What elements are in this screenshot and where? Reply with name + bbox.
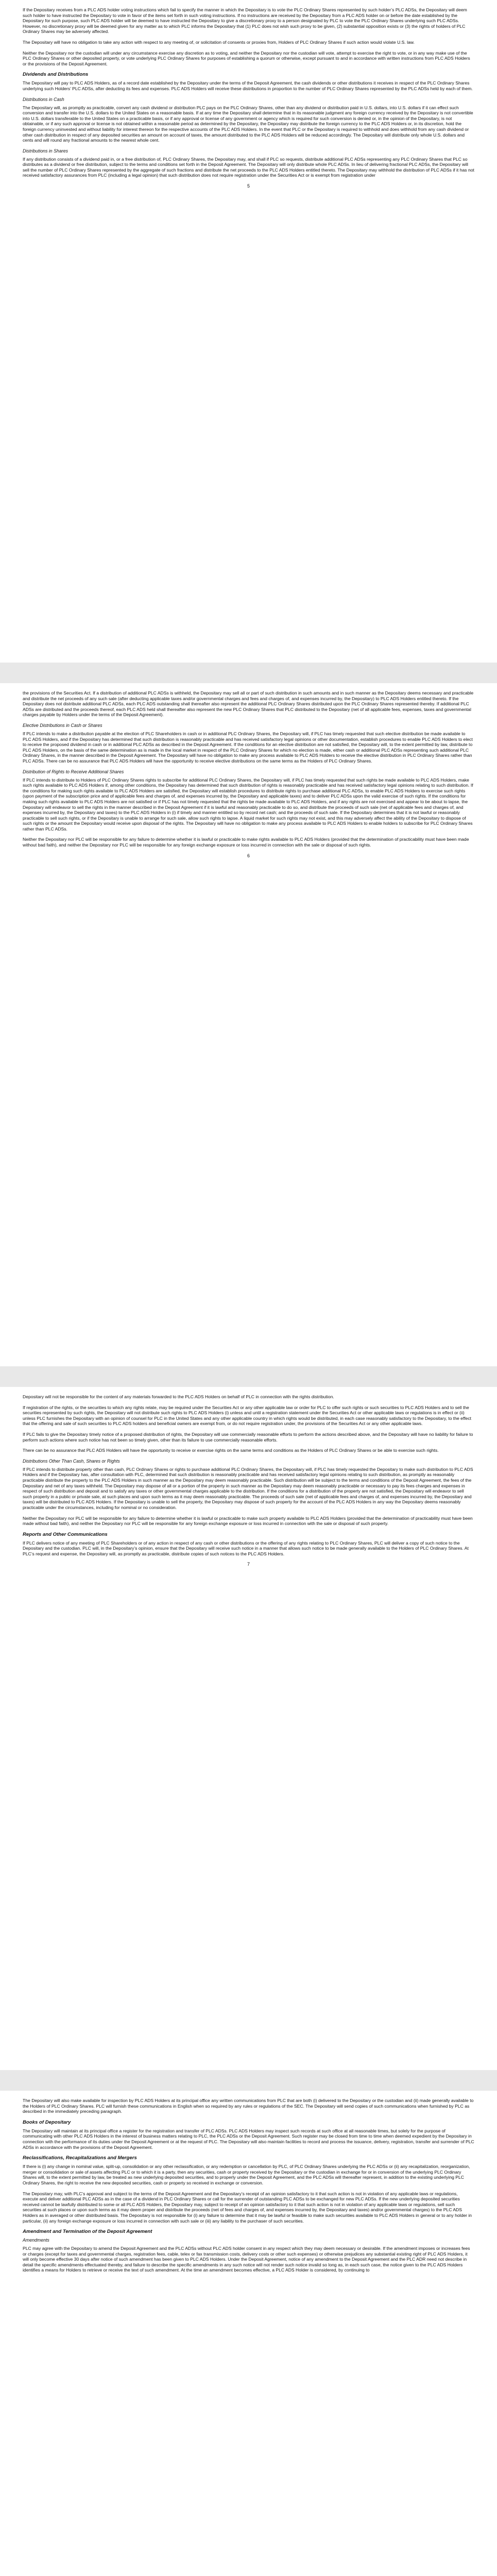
subsection-heading: Elective Distributions in Cash or Shares	[23, 722, 102, 728]
section-heading: Dividends and Distributions	[23, 72, 89, 78]
page-separator	[0, 2070, 497, 2091]
paragraph: If PLC intends to distribute property other than cash, PLC Ordinary Shares or rights to purchase additional PLC Ordinary Shares, the Depositary will, if PLC has timely requested the Depositary to make such distribution to PLC ADS Holders and if the Depositary has, after consultation with PLC, determined that such distribution is reasonably practicable and has received satisfactory legal opinions relating to such distribution, as promptly as reasonably practicable distribute the property to the PLC ADS Holders in such manner as the Depositary may deem reasonably practicable. Such distribution will be subject to the terms and conditions of the Deposit Agreement, the fees of the Depositary and net of any taxes withheld. The Depositary may dispose of all or a portion of the property in such manner as the Depositary may deem reasonably practicable or necessary to pay its fees charges and expenses in respect of such distribution and deposit and to satisfy any taxes or other governmental charges applicable to the distribution. If the conditions for a distribution of the property are not satisfied, the Depositary will endeavor to sell such property in a public or private sale, at such places and upon such terms as it may deem reasonably practicable. The proceeds of such sale (net of applicable fees and charges of, and expenses incurred by, the Depositary and taxes) will be distributed to PLC ADS Holders. If the Depositary is unable to sell the property, the Depositary may dispose of such property for the account of the PLC ADS Holders in any way the Depositary deems reasonably practicable under the circumstances, including for nominal or no consideration.	[23, 1466, 473, 1510]
subsection-heading: Distributions Other Than Cash, Shares or Rights	[23, 1458, 120, 1464]
paragraph: If registration of the rights, or the securities to which any rights relate, may be required under the Securities Act or any other applicable law or order for PLC to offer such rights or such securities to PLC ADS Holders and to sell the securities represented by such rights, the Depositary will not distribute such rights to PLC ADS Holders (i) unless and until a registration statement under the Securities Act or other applicable laws or regulations is in effect or (ii) unless PLC furnishes the Depositary with an opinion of counsel for PLC in the United States and any other applicable country in which rights would be distributed, in each case reasonably satisfactory to the Depositary, to the effect that the offering and sale of such securities to PLC ADS holders and beneficial owners are exempt from, or do not require registration under, the provisions of the Securities Act or any other applicable laws.	[23, 1404, 472, 1427]
paragraph: Neither the Depositary nor PLC will be responsible for any failure to determine whether it is lawful or practicable to make rights available to PLC ADS Holders (provided that the determination of practicability must have been made without bad faith), and neither the Depositary nor PLC will be responsible for any foreign exchange exposure or loss incurred in connection with the sale or disposal of such rights.	[23, 837, 469, 848]
page-number: 6	[247, 853, 250, 858]
paragraph: If there is (i) any change in nominal value, split-up, consolidation or any other reclassification, or any redemption or cancellation by PLC, of PLC Ordinary Shares underlying the PLC ADSs or (ii) any recapitalization, reorganization, merger or consolidation or sale of assets affecting PLC or to which it is a party, then any securities, cash or property received by the Depositary or the custodian in exchange for or in conversion of the underlying PLC Ordinary Shares will, to the extent permitted by law, be treated as new underlying deposited securities, and to properly under the Deposit Agreement, and the PLC ADSs will thereafter represent, in addition to the existing underlying PLC Ordinary Shares, the right to receive the new deposited securities, cash or property so received in exchange or conversion.	[23, 2164, 470, 2185]
paragraph: PLC may agree with the Depositary to amend the Deposit Agreement and the PLC ADSs without PLC ADS holder consent in any respect which they may deem necessary or desirable. If the amendment imposes or increases fees or charges (except for taxes and governmental charges, registration fees, cable, telex or fax transmission costs, delivery costs or other such expenses) or otherwise prejudices any substantial existing right of PLC ADS Holders, it will only become effective 30 days after notice of such amendment has been given to PLC ADS Holders. Under the Deposit Agreement, notice of any amendment to the Deposit Agreement and the PLC ADR need not describe in detail the specific amendments effectuated thereby, and failure to describe the specific amendments in any such notice will not render such notice invalid so long as, in each such case, the notice given to the PLC ADS Holders identifies a means for Holders to retrieve or receive the text of such amendment. At the time an amendment becomes effective, a PLC ADS Holder is considered, by continuing to	[23, 2246, 470, 2273]
paragraph: If PLC fails to give the Depositary timely notice of a proposed distribution of rights, the Depositary will use commercially reasonable efforts to perform the actions described above, and the Depositary will have no liability for failure to perform such actions where such notice has not been so timely given, other than its failure to use commercially reasonable efforts.	[23, 1431, 473, 1443]
section-heading: Books of Depositary	[23, 2119, 71, 2125]
document-page-8	[0, 2091, 497, 2576]
section-heading: Reclassifications, Recapitalizations and Mergers	[23, 2155, 137, 2161]
paragraph: If any distribution consists of a dividend paid in, or a free distribution of, PLC Ordinary Shares, the Depositary may, and shall if PLC so requests, distribute additional PLC ADSs representing any PLC Ordinary Shares that PLC so distributes as a dividend or free distribution, subject to the terms and conditions set forth in the Deposit Agreement. The Depositary will only distribute whole PLC ADSs. In lieu of delivering fractional PLC ADSs, the Depositary will sell the number of PLC Ordinary Shares represented by the aggregate of such fractions and distribute the net proceeds to the PLC ADS Holders entitled thereto. The Depositary may withhold the distribution of PLC ADSs if it has not received satisfactory assurances from PLC (including a legal opinion) that such distribution does not require registration under the Securities Act or is exempt from registration under	[23, 156, 474, 178]
page-separator	[0, 1366, 497, 1387]
page-separator	[0, 663, 497, 683]
paragraph: The Depositary will pay to PLC ADS Holders, as of a record date established by the Depositary under the terms of the Deposit Agreement, the cash dividends or other distributions it receives in respect of the PLC Ordinary Shares underlying such Holders’ PLC ADSs, after deducting its fees and expenses. PLC ADS Holders will receive these distributions in proportion to the number of PLC Ordinary Shares represented by the PLC ADSs held by each of them.	[23, 80, 473, 91]
paragraph: the provisions of the Securities Act. If a distribution of additional PLC ADSs is withheld, the Depositary may sell all or part of such distribution in such amounts and in such manner as the Depositary deems necessary and practicable and distribute the net proceeds of any such sale (after deducting applicable taxes and/or governmental charges and fees and charges of, and expenses incurred by, the Depositary) to PLC ADS Holders entitled thereto. If the Depositary does not distribute additional PLC ADSs, each PLC ADS outstanding shall thereafter also represent the additional PLC Ordinary Shares distributed upon the PLC Ordinary Shares represented thereby. If additional PLC ADSs are distributed and the proceeds thereof, each PLC ADS held shall thereafter also represent the new PLC Ordinary Shares that PLC distributed to the Depositary (net of all applicable fees, expenses, taxes and governmental charges payable by Holders under the terms of the Deposit Agreement).	[23, 690, 474, 718]
page-number: 7	[247, 1562, 250, 1567]
paragraph: Depositary will not be responsible for the content of any materials forwarded to the PLC ADS Holders on behalf of PLC in connection with the rights distribution.	[23, 1394, 334, 1399]
subsection-heading: Distribution of Rights to Receive Additional Shares	[23, 769, 124, 774]
paragraph: There can be no assurance that PLC ADS Holders will have the opportunity to receive or exercise rights on the same terms and conditions as the Holders of PLC Ordinary Shares or be able to exercise such rights.	[23, 1448, 439, 1453]
paragraph: If PLC intends to make a distribution payable at the election of PLC Shareholders in cash or in additional PLC Ordinary Shares, the Depositary will, if PLC has timely requested that such elective distribution be made available to PLC ADS Holders, and if the Depositary has determined that such distribution is reasonably practicable and has received satisfactory legal opinions or other documentation, establish procedures to enable PLC ADS Holders to elect to receive the proposed dividend in cash or in additional PLC ADSs as described in the Deposit Agreement. If the conditions for an elective distribution are not satisfied, the Depositary will, to the extent permitted by law, distribute to PLC ADS Holders, on the basis of the same determination as is made in the local market in respect of the PLC Ordinary Shares for which no election is made, either cash or additional PLC ADSs representing such additional PLC Ordinary Shares, in the manner described in the Deposit Agreement. The Depositary will have no obligation to make any process available to PLC ADS Holders to receive the elective distribution in PLC Ordinary Shares rather than PLC ADSs. There can be no assurance that PLC ADS Holders will have the opportunity to receive elective distributions on the same terms as the Holders of PLC Ordinary Shares.	[23, 731, 473, 764]
subsection-heading: Amendments	[23, 2238, 49, 2243]
document-page-6	[0, 683, 497, 1366]
paragraph: The Depositary will, as promptly as practicable, convert any cash dividend or distribution PLC pays on the PLC Ordinary Shares, other than any dividend or distribution paid in U.S. dollars, into U.S. dollars if it can effect such conversion and transfer into the U.S. dollars to the United States on a reasonable basis. If at any time the Depositary shall determine that in its reasonable judgment any foreign currency received by the Depositary is not convertible into U.S. dollars transferable to the United States on a practicable basis, or if any approval or license of any government or agency which is required for such conversion is denied or, in the opinion of the Depositary, is not obtainable, or if any such approval or license is not obtained within a reasonable period as determined by the Depositary, the Depositary may distribute the foreign currency to the PLC ADS Holders or, in its discretion, hold the foreign currency uninvested and without liability for interest thereon for the respective accounts of the PLC ADS Holders. In the event that PLC or the Depositary is required to withhold and does withhold from any cash dividend or other cash distribution in respect of any deposited securities an amount on account of taxes, the amount distributed to the PLC ADS Holders will be reduced accordingly. The Depositary will distribute only whole U.S. dollars and cents and will round any fractional amounts to the nearest whole cent.	[23, 105, 473, 143]
paragraph: If PLC delivers notice of any meeting of PLC Shareholders or of any action in respect of any cash or other distributions or the offering of any rights relating to PLC Ordinary Shares, PLC will deliver a copy of such notice to the Depositary and the custodian. PLC will, in the Depositary’s opinion, ensure that the Depositary will receive such notice in a manner that allows such notice to be made generally available to the Holders of PLC Ordinary Shares. At PLC’s request and expense, the Depositary will, as promptly as practicable, distribute copies of such notices to the PLC ADS Holders.	[23, 1540, 469, 1556]
paragraph: The Depositary may, with PLC’s approval and subject to the terms of the Deposit Agreement and the Depositary’s receipt of an opinion satisfactory to it that such action is not in violation of any applicable laws or regulations, execute and deliver additional PLC ADSs as in the case of a dividend in PLC Ordinary Shares or call for the surrender of outstanding PLC ADSs to be exchanged for new PLC ADSs. If the new underlying deposited securities received cannot be lawfully distributed to some or all PLC ADS Holders, the Depositary may, subject to receipt of an opinion satisfactory to it that such action is not in violation of any applicable laws or regulations, sell such securities at such places or upon such terms as it may deem proper and distribute the proceeds (net of fees and charges of, and expenses incurred by, the Depositary and taxes) and/or governmental charges) to the PLC ADS Holders as in averaged or other distributed basis. The Depositary is not responsible for (i) any failure to determine that it may be lawful or feasible to make such securities available to PLC ADS Holders in general or to any holder in particular, (ii) any foreign exchange exposure or loss incurred in connection with such sale or (iii) any liability to the purchaser of such securities.	[23, 2191, 472, 2224]
paragraph: The Depositary will also make available for inspection by PLC ADS Holders at its principal office any written communications from PLC that are both (i) delivered to the Depositary or the custodian and (ii) made generally available to the Holders of PLC Ordinary Shares. PLC will furnish these communications in English when so required by any rules or regulations of the SEC. The Depositary will send copies of such communications when furnished by PLC as described in the immediately preceding paragraph.	[23, 2098, 474, 2114]
paragraph: The Depositary will have no obligation to take any action with respect to any meeting of, or solicitation of consents or proxies from, Holders of PLC Ordinary Shares if such action would violate U.S. law.	[23, 39, 415, 45]
section-heading: Amendment and Termination of the Deposit Agreement	[23, 2229, 152, 2235]
subsection-heading: Distributions in Cash	[23, 96, 64, 102]
paragraph: If the Depositary receives from a PLC ADS holder voting instructions which fail to specify the manner in which the Depositary is to vote the PLC Ordinary Shares represented by such holder’s PLC ADSs, the Depositary will deem such holder to have instructed the Depositary to vote in favor of the items set forth in such voting instructions. If no instructions are received by the Depositary from a PLC ADS holder on or before the date established by the Depositary for such purpose, such PLC ADS holder will be deemed to have instructed the Depositary to give a discretionary proxy to a person designated by PLC to vote the PLC Ordinary Shares underlying such PLC ADSs. However, no discretionary proxy will be deemed given for any matter as to which PLC informs the Depositary that (1) PLC does not wish such proxy to be given, (2) substantial opposition exists or (3) the rights of holders of PLC Ordinary Shares may be adversely affected.	[23, 7, 467, 35]
paragraph: If PLC intends to distribute to Holders of PLC Ordinary Shares rights to subscribe for additional PLC Ordinary Shares, the Depositary will, if PLC has timely requested that such rights be made available to PLC ADS Holders, make such rights available to PLC ADS Holders if, among other conditions, the Depositary has determined that such distribution of rights is reasonably practicable and has received satisfactory legal opinions relating to such distribution. If the conditions for making such rights available to PLC ADS Holders are satisfied, the Depositary will establish procedures to distribute rights to purchase additional PLC ADSs, to enable PLC ADS Holders to exercise such rights (upon payment of the subscription price and of applicable fees and charges of, and expenses incurred by, the Depositary and applicable taxes) and to deliver PLC ADSs upon the valid exercise of such rights. If the conditions for making such rights available to PLC ADS Holders are not satisfied or if PLC has not timely requested that the rights be made available to PLC ADS Holders, and if any rights are not exercised and appear to be about to lapse, the Depositary will endeavor to sell the rights in the manner described in the Deposit Agreement if it is lawful and reasonably practicable to do so, and distribute the proceeds of such sale (net of applicable fees and charges of, and expenses incurred by, the Depositary and taxes) to the PLC ADS Holders in (i) if timely and manner entitled so by record net cash; and the proceeds of such sale. If the Depositary determines that it is not lawful or reasonably practicable to sell such rights, or if the Depositary is unable to arrange for such sale, allow such rights to lapse. A liquid market for such rights may not exist, and this may adversely affect the ability of the Depositary to dispose of such rights or the amount the Depositary would receive upon disposal of the rights. The Depositary will have no obligation to make any process available to PLC ADS Holders to enable holders to subscribe for PLC Ordinary Shares rather than PLC ADSs.	[23, 777, 473, 832]
page-number: 5	[247, 183, 250, 189]
section-heading: Reports and Other Communications	[23, 1531, 108, 1537]
paragraph: Neither the Depositary nor the custodian will under any circumstance exercise any discretion as to voting, and neither the Depositary nor the custodian will vote, attempt to exercise the right to vote, or in any way make use of the PLC Ordinary Shares or other deposited property, or vote underlying PLC Ordinary Shares for purposes of establishing a quorum or otherwise, except pursuant to and in accordance with written instructions from PLC ADS Holders or the provisions of the Deposit Agreement.	[23, 50, 470, 66]
paragraph: Neither the Depositary nor PLC will be responsible for any failure to determine whether it is lawful or practicable to make such property available to PLC ADS Holders (provided that the determination of practicability must have been made without bad faith), and neither the Depositary nor PLC will be responsible for any foreign exchange exposure or loss incurred in connection with the sale or disposal of such property.	[23, 1515, 473, 1527]
paragraph: The Depositary will maintain at its principal office a register for the registration and transfer of PLC ADSs. PLC ADS Holders may inspect such records at such office at all reasonable times, but solely for the purpose of communicating with other PLC ADS Holders in the interest of business matters relating to PLC, the PLC ADSs or the Deposit Agreement. Such register may be closed from time to time when deemed expedient by the Depositary in connection with the performance of its duties under the Deposit Agreement or at the request of PLC. The Depositary will also maintain facilities to record and process the issuance, delivery, registration, transfer and surrender of PLC ADSs in accordance with the provisions of the Deposit Agreement.	[23, 2128, 474, 2150]
document-page-7	[0, 1387, 497, 2070]
document-page-5	[0, 0, 497, 663]
subsection-heading: Distributions in Shares	[23, 148, 68, 154]
